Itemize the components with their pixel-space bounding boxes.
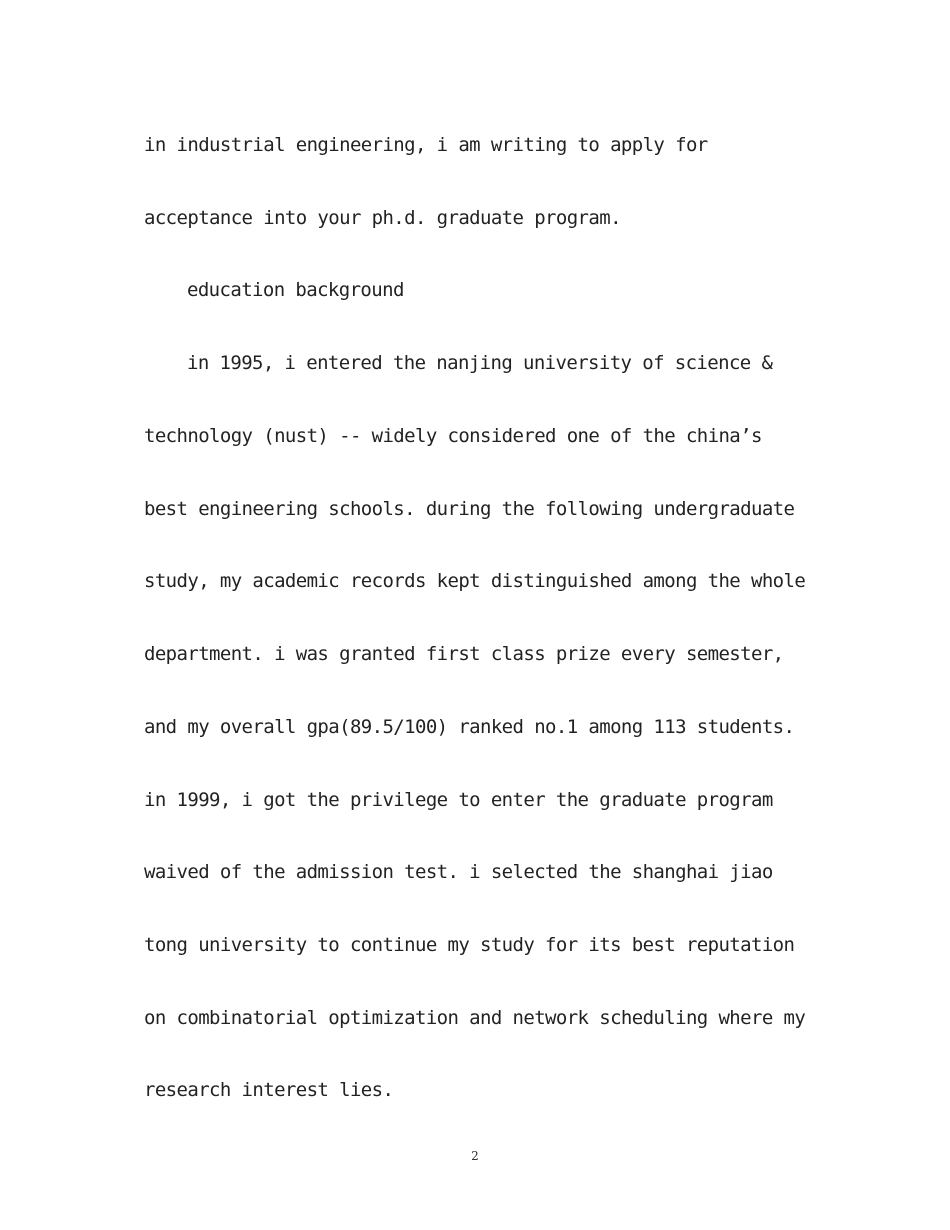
text-line: technology (nust) -- widely considered one of the china’s [144, 425, 762, 447]
text-line: on combinatorial optimization and network scheduling where my [144, 1007, 806, 1029]
text-line: best engineering schools. during the following undergraduate [144, 498, 795, 520]
section-heading: education background [187, 279, 404, 301]
text-line: in 1999, i got the privilege to enter the graduate program [144, 789, 773, 811]
text-line: waived of the admission test. i selected the shanghai jiao [144, 861, 773, 883]
page-number: 2 [471, 1149, 479, 1163]
text-line: in 1995, i entered the nanjing university of science & [187, 352, 773, 374]
text-line: in industrial engineering, i am writing to apply for [144, 134, 708, 156]
text-line: and my overall gpa(89.5/100) ranked no.1 among 113 students. [144, 716, 795, 738]
text-line: research interest lies. [144, 1079, 394, 1101]
text-line: acceptance into your ph.d. graduate program. [144, 207, 621, 229]
text-line: study, my academic records kept distinguished among the whole [144, 570, 806, 592]
text-line: department. i was granted first class prize every semester, [144, 643, 784, 665]
text-line: tong university to continue my study for its best reputation [144, 934, 795, 956]
